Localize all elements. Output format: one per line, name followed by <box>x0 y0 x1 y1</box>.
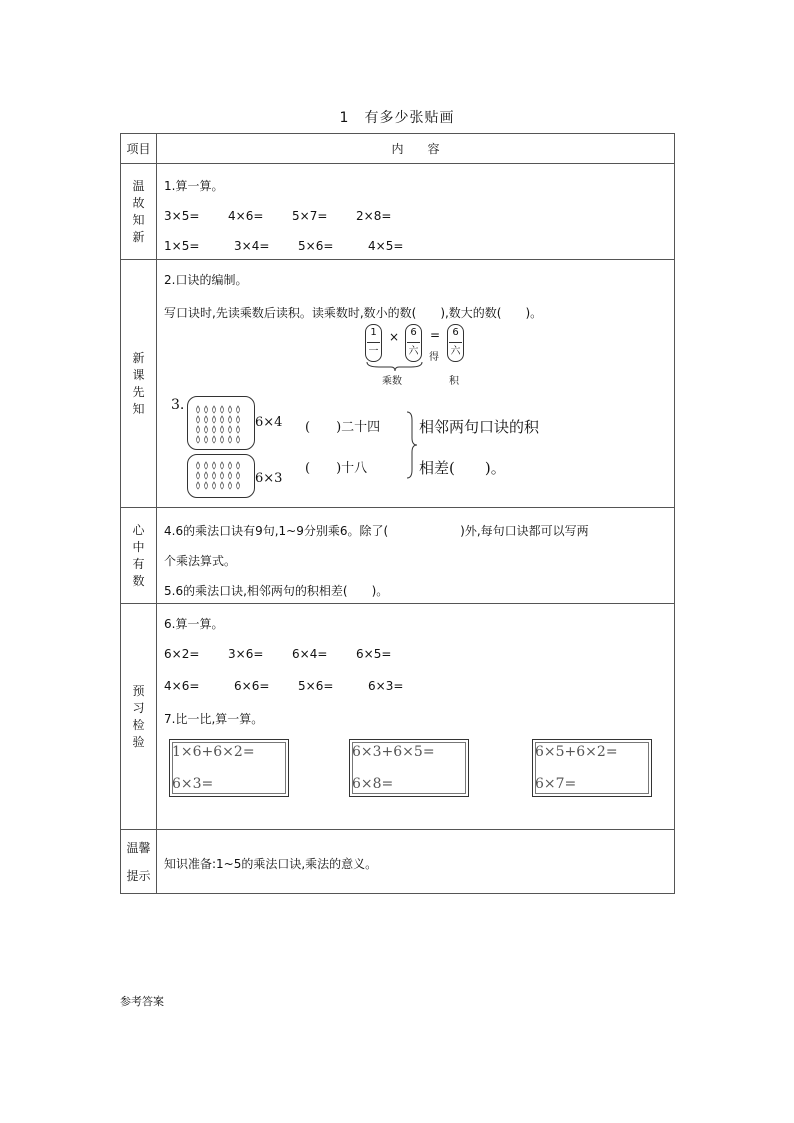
compare-box-1-line1: 1×6+6×2= <box>172 744 255 760</box>
q1-row1 <box>164 209 420 223</box>
section-label-review: 温故知新 <box>121 164 157 260</box>
pear-rows-3-icon <box>188 455 254 497</box>
q3-note2: 相差( )。 <box>419 459 506 477</box>
section-label-new: 新课先知 <box>121 260 157 508</box>
caption-multipliers: 乘数 <box>382 376 402 387</box>
q1-expr: 4×6= <box>228 209 264 223</box>
diagram-times: × <box>389 330 400 344</box>
q6-expr: 6×2= <box>164 647 200 661</box>
q6-heading: 6.算一算。 <box>164 617 224 631</box>
q1-expr: 4×5= <box>368 239 404 253</box>
q6-expr: 6×6= <box>234 679 270 693</box>
q6-expr: 4×6= <box>164 679 200 693</box>
compare-box-3 <box>532 739 652 797</box>
compare-box-2-line2: 6×8= <box>352 776 394 792</box>
compare-box-2 <box>349 739 469 797</box>
multiplier-brace <box>365 360 425 372</box>
q3-note1: 相邻两句口诀的积 <box>419 418 540 436</box>
section-label-tip <box>121 830 157 894</box>
q3-brace <box>405 410 419 480</box>
q4-line2: 个乘法算式。 <box>164 554 237 568</box>
pill-c-top: 6 <box>452 327 459 338</box>
q1-expr: 3×5= <box>164 209 200 223</box>
pill-a-bottom: 一 <box>368 346 379 357</box>
pear-rows-4-icon <box>188 397 254 449</box>
compare-box-1 <box>169 739 289 797</box>
section-content-check <box>157 604 675 830</box>
compare-box-2-line1: 6×3+6×5= <box>352 744 435 760</box>
pear-group-4-rows <box>187 396 255 450</box>
diagram-equals: = <box>430 328 441 342</box>
section-content-review <box>157 164 675 260</box>
diagram-pill-b <box>405 324 422 362</box>
q3-expr1: 6×4 <box>255 415 283 430</box>
section-content-mind <box>157 508 675 604</box>
q2-heading: 2.口诀的编制。 <box>164 273 248 287</box>
q3-blank1: ( )二十四 <box>305 420 381 435</box>
tip-text: 知识准备:1~5的乘法口诀,乘法的意义。 <box>164 857 378 871</box>
diagram-pill-c <box>447 324 464 362</box>
header-content: 内 容 <box>157 134 675 164</box>
tip-label-1: 温馨 <box>126 840 151 855</box>
q1-expr: 5×7= <box>292 209 328 223</box>
pill-b-bottom: 六 <box>408 346 419 357</box>
compare-box-3-line2: 6×7= <box>535 776 577 792</box>
q6-expr: 6×3= <box>368 679 404 693</box>
diagram-pill-a <box>365 324 382 362</box>
pill-a-top: 1 <box>370 327 377 338</box>
q5-line: 5.6的乘法口诀,相邻两句的积相差( )。 <box>164 584 389 598</box>
pill-c-bottom: 六 <box>450 346 461 357</box>
section-preview-check <box>121 604 675 830</box>
section-review <box>121 164 675 260</box>
q6-expr: 6×4= <box>292 647 328 661</box>
section-content-tip <box>157 830 675 894</box>
q1-expr: 2×8= <box>356 209 392 223</box>
q6-expr: 5×6= <box>298 679 334 693</box>
q1-heading: 1.算一算。 <box>164 179 224 193</box>
q6-row1 <box>164 647 420 661</box>
section-mind <box>121 508 675 604</box>
section-label-check: 预习检验 <box>121 604 157 830</box>
section-new-lesson <box>121 260 675 508</box>
q4-line1: 4.6的乘法口诀有9句,1~9分别乘6。除了( )外,每句口诀都可以写两 <box>164 524 589 538</box>
compare-box-1-line2: 6×3= <box>172 776 214 792</box>
q3-blank2: ( )十八 <box>305 461 368 476</box>
compare-box-3-line1: 6×5+6×2= <box>535 744 618 760</box>
header-row <box>121 134 675 164</box>
q3-number: 3. <box>171 397 185 413</box>
pear-group-3-rows <box>187 454 255 498</box>
section-tip <box>121 830 675 894</box>
q7-heading: 7.比一比,算一算。 <box>164 712 264 726</box>
q3-expr2: 6×3 <box>255 471 283 486</box>
section-label-mind: 心中有数 <box>121 508 157 604</box>
q2-line: 写口诀时,先读乘数后读积。读乘数时,数小的数( ),数大的数( )。 <box>164 306 543 320</box>
q6-expr: 6×5= <box>356 647 392 661</box>
pill-b-top: 6 <box>410 327 417 338</box>
q6-row2 <box>164 679 432 693</box>
section-content-new <box>157 260 675 508</box>
q1-expr: 3×4= <box>234 239 270 253</box>
caption-product: 积 <box>449 376 459 387</box>
page-title: 1 有多少张贴画 <box>339 110 455 126</box>
reference-answers-heading: 参考答案 <box>120 995 164 1008</box>
q1-expr: 5×6= <box>298 239 334 253</box>
q6-expr: 3×6= <box>228 647 264 661</box>
tip-label-2: 提示 <box>126 868 151 883</box>
header-item: 项目 <box>121 134 157 164</box>
q1-row2 <box>164 239 432 253</box>
worksheet-table <box>120 133 675 894</box>
diagram-de: 得 <box>429 352 439 363</box>
q1-expr: 1×5= <box>164 239 200 253</box>
